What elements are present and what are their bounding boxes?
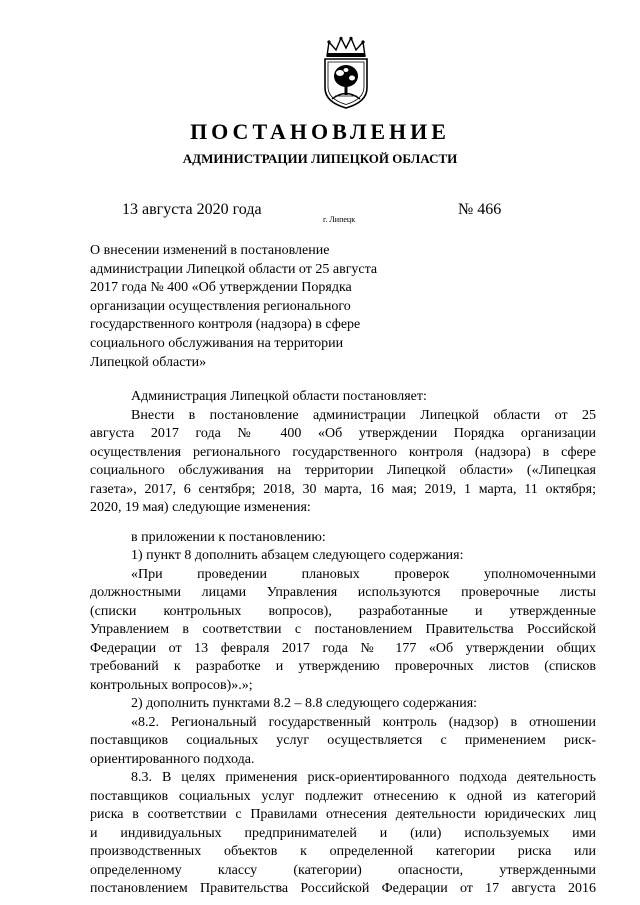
body-line: ориентированного подхода. bbox=[90, 751, 255, 767]
body-line: постановлением Правительства Российской Федерации от 17 августа 2016 bbox=[90, 881, 596, 896]
body-line: Федерации от 13 февраля 2017 года № 177 «Об утверждении общих bbox=[90, 640, 596, 656]
about-line: социального обслуживания на территории bbox=[90, 335, 344, 351]
document-title: ПОСТАНОВЛЕНИЕ bbox=[190, 119, 450, 144]
body-line: Внести в постановление администрации Липецкой области от 25 bbox=[131, 407, 596, 423]
body-line: социального обслуживания на территории Липецкой области» («Липецкая bbox=[90, 463, 596, 478]
body-line: 8.3. В целях применения риск-ориентированного подхода деятельность bbox=[131, 770, 596, 785]
body-line: определенному классу (категории) опасности, утвержденными bbox=[90, 862, 596, 878]
body-line: производственных объектов к определенной категории риска или bbox=[90, 844, 596, 859]
about-line: Липецкой области» bbox=[90, 354, 207, 370]
body-line: осуществления регионального государственного контроля (надзора) в сфере bbox=[90, 444, 596, 460]
body-line: (списки контрольных вопросов), разработанные и утвержденные bbox=[90, 603, 596, 619]
body-line: «8.2. Региональный государственный контроль (надзор) в отношении bbox=[131, 714, 596, 730]
about-line: государственного контроля (надзора) в сфере bbox=[90, 317, 361, 333]
body-paragraph: 1) пункт 8 дополнить абзацем следующего содержания: bbox=[131, 548, 464, 563]
document-number: № 466 bbox=[458, 201, 502, 218]
body-line: поставщиков социальных услуг подлежит отнесению к одной из категорий bbox=[90, 788, 596, 804]
document-body bbox=[90, 388, 596, 899]
about-line: 2017 года № 400 «Об утверждении Порядка bbox=[90, 280, 352, 296]
body-paragraph: 2) дополнить пунктами 8.2 – 8.8 следующего содержания: bbox=[131, 696, 478, 711]
about-line: организации осуществления регионального bbox=[90, 298, 351, 314]
document-subtitle: АДМИНИСТРАЦИИ ЛИПЕЦКОЙ ОБЛАСТИ bbox=[182, 151, 458, 166]
body-line: должностными лицами Управления используются проверочные листы bbox=[90, 585, 596, 600]
body-line: Управлением в соответствии с постановлением Правительства Российской bbox=[90, 622, 596, 637]
body-line: риска в соответствии с Правилами отнесения деятельности юридических лиц bbox=[90, 807, 596, 822]
body-line: газета», 2017, 6 сентября; 2018, 30 марта, 16 мая; 2019, 1 марта, 11 октября; bbox=[90, 481, 596, 497]
body-line: «При проведении плановых проверок уполномоченными bbox=[131, 566, 596, 582]
document-city: г. Липецк bbox=[323, 215, 356, 224]
body-line: поставщиков социальных услуг осуществляется с применением риск- bbox=[90, 733, 596, 748]
document-about bbox=[90, 242, 410, 372]
body-line: и индивидуальных предпринимателей и (или) используемых ими bbox=[90, 825, 596, 841]
lipetsk-coat-of-arms-icon bbox=[319, 36, 373, 110]
body-line: августа 2017 года № 400 «Об утверждении Порядка организации bbox=[90, 426, 596, 441]
document-date: 13 августа 2020 года bbox=[122, 201, 262, 218]
body-line: 2020, 19 мая) следующие изменения: bbox=[90, 500, 311, 515]
body-line: контрольных вопросов)».»; bbox=[90, 677, 253, 693]
body-paragraph: Администрация Липецкой области постановляет: bbox=[131, 389, 427, 404]
body-line: требований к разработке и утверждению проверочных листов (списков bbox=[90, 659, 596, 674]
about-line: О внесении изменений в постановление bbox=[90, 243, 330, 258]
body-paragraph: в приложении к постановлению: bbox=[131, 529, 326, 545]
about-line: администрации Липецкой области от 25 августа bbox=[90, 261, 378, 277]
